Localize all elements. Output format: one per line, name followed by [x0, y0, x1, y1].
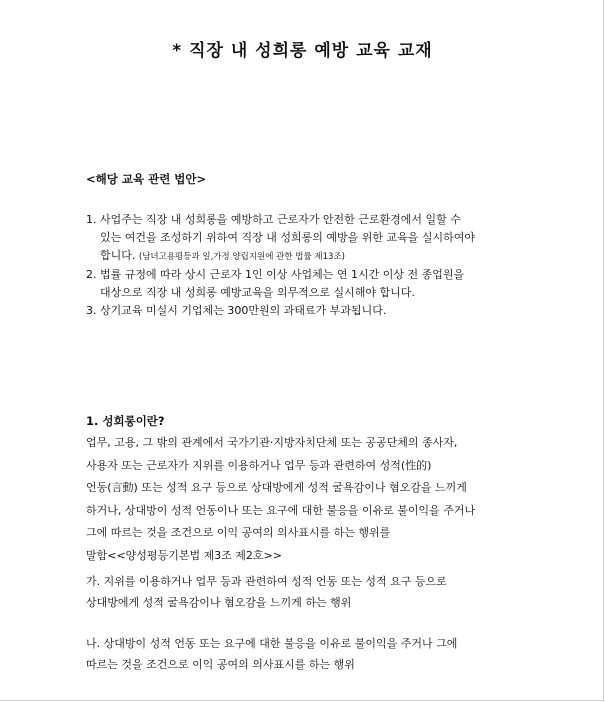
definition-line: 언동(言動) 또는 성적 요구 등으로 상대방에게 성적 굴욕감이나 혐오감을 느끼게: [86, 481, 467, 494]
definition-body: [86, 432, 526, 567]
law-section-heading: <해당 교육 관련 법안>: [86, 172, 207, 186]
definition-line: 그에 따르는 것을 조건으로 이익 공여의 의사표시를 하는 행위를: [86, 526, 391, 539]
law-item-3: [86, 302, 526, 320]
law-item-number: 1.: [86, 213, 97, 226]
definition-line: 말함<<양성평등기본법 제3조 제2호>>: [86, 548, 282, 562]
subitem-line: 상대방에게 성적 굴욕감이나 혐오감을 느끼게 하는 행위: [86, 596, 352, 609]
law-list: [86, 211, 526, 320]
subitem-line: 따르는 것을 조건으로 이익 공여의 의사표시를 하는 행위: [86, 658, 355, 671]
law-item-line: 법률 규정에 따라 상시 근로자 1인 이상 사업체는 연 1시간 이상 전 종업원을: [100, 268, 465, 281]
law-item-2: [86, 266, 526, 302]
definition-heading: 1. 성희롱이란?: [86, 414, 165, 428]
law-item-line: 상기교육 미실시 기업체는 300만원의 과태료가 부과됩니다.: [100, 304, 387, 317]
law-item-text: [100, 302, 526, 320]
definition-subitem-a: [86, 571, 526, 613]
law-item-1: [86, 211, 526, 266]
law-item-line-main: 합니다.: [100, 249, 139, 262]
law-citation-note: (남녀고용평등과 일,가정 양립지원에 관한 법률 제13조): [138, 252, 345, 262]
definition-line: 하거나, 상대방이 성적 언동이나 또는 요구에 대한 불응을 이유로 불이익을 주거나: [86, 503, 476, 517]
law-item-line: 사업주는 직장 내 성희롱을 예방하고 근로자가 안전한 근로환경에서 일할 수: [100, 213, 461, 226]
definition-subitem-b: [86, 633, 526, 675]
subitem-line: 가. 지위를 이용하거나 업무 등과 관련하여 성적 언동 또는 성적 요구 등으로: [86, 575, 447, 588]
law-item-line: 대상으로 직장 내 성희롱 예방교육을 의무적으로 실시해야 합니다.: [100, 286, 415, 299]
law-item-text: [100, 266, 526, 302]
definition-line: 사용자 또는 근로자가 지위를 이용하거나 업무 등과 관련하여 성적(性的): [86, 458, 432, 472]
subitem-line: 나. 상대방이 성적 언동 또는 요구에 대한 불응을 이유로 불이익을 주거나 그에: [86, 637, 458, 650]
law-item-line: [100, 247, 526, 266]
law-item-number: 2.: [86, 268, 97, 281]
law-item-line: 있는 여건을 조성하기 위하여 직장 내 성희롱의 예방을 위한 교육을 실시하여야: [100, 231, 475, 244]
document-title: * 직장 내 성희롱 예방 교육 교재: [172, 41, 433, 61]
law-item-text: [100, 211, 526, 266]
definition-line: 업무, 고용, 그 밖의 관계에서 국가기관·지방자치단체 또는 공공단체의 종사자,: [86, 436, 458, 449]
law-item-number: 3.: [86, 304, 97, 317]
